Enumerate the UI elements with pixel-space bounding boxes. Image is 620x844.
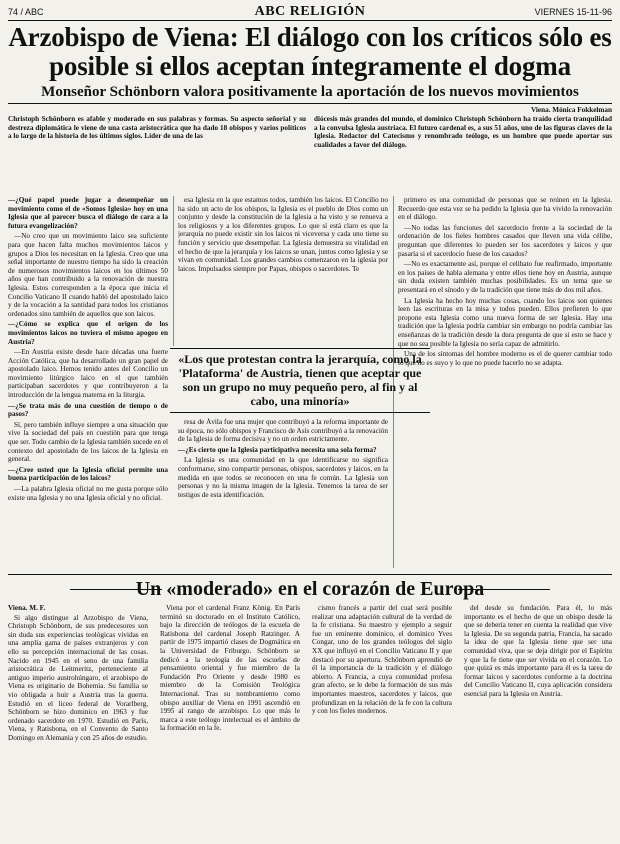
interview-answer: La Iglesia ha hecho hoy muchas cosas, cuando los laicos son quienes leen las escrituras en la misa y todos pueden. Ellos prefieren lo que propone esta Iglesia como una nueva forma de ser Iglesia. Hay una tradición que la Iglesia podría cambiar sin embargo no podría cambiar las enseñanzas de la tradición desde la dura pregunta de que si esto se hace y que no sea posible la Iglesia no sería capaz de admitirlo.: [398, 296, 612, 348]
sidebar-text-4: del desde su fundación. Para él, lo más importante es el hecho de que un obispo desde la que se debería tener en cuenta la realidad que vive la Iglesia. De su segunda patria, Francia, ha sacado la idea de que la Iglesia tiene que ser una comunidad viva, que se deja dirigir por el Espíritu y que la fe tiene que ser vivida en el corazón. Lo que quizá es más importante para él es la tarea de formar laicos y sacerdotes conforme a la doctrina del Concilio Vaticano II, cuya aplicación considera esencial para la Iglesia en Austria.: [464, 604, 612, 698]
interview-answer: —En Austria existe desde hace décadas una fuerte Acción Católica, que ha desarrollado un gran papel de apostolado laico. Hemos tenido antes del Concilio un movimiento litúrgico laico en el que también participaban sacerdotes y que contribuyeron a la introducción de la lengua materna en la liturgia.: [8, 348, 168, 400]
article-column-3: [398, 196, 612, 568]
interview-answer: resa de Ávila fue una mujer que contribuyó a la reforma importante de su época, no sólo obispos y Francisco de Asís contribuyó a la renovación de la Iglesia de forma decisiva y no un orden estrictamente.: [178, 418, 388, 444]
interview-answer: —No es exactamente así, porque el celibato fue reafirmado, importante en los países de habla alemana y entre ellos tiene hoy en Austria, aunque sin duda existen también muchas posibilidades. Es un tema que se presentará en el sínodo y de la tradición que tiene más de dos mil años.: [398, 260, 612, 294]
interview-answer: Sí, pero también influye siempre a una situación que vive la sociedad del país en cuestión para que tenga que ser. Todo cambio de la Iglesia también sucede en el contexto del apostolado de los laicos de la Iglesia en general.: [8, 420, 168, 464]
interview-answer: —No creo que un movimiento laico sea suficiente para que hacen falta muchos movimientos laicos y grupos a Dios les necesitan en la Iglesia. Creo que una señal importante de nuestro tiempo ha sido la creación de numerosos movimientos laicos en los últimos 50 años que han contribuido a la renovación de nuestra Iglesia. Estos corresponden a la época que inicia el Concilio Vaticano II cuando habló del apostolado laico y de la vocación a la santidad para todos los cristianos ordenados sino también de aquellos que son laicos.: [8, 232, 168, 318]
page-header: [8, 4, 612, 20]
sidebar-column-4: [464, 604, 612, 840]
sidebar-title: Un «moderado» en el corazón de Europa: [135, 578, 485, 600]
page-number: 74 / ABC: [8, 7, 44, 17]
intro-text-a: Christoph Schönborn es afable y moderado en sus palabras y formas. Su aspecto señorial y su destreza diplomática le viene de una casta aristocrática que ha dado 18 obispos y varios políticos a lo largo de la historia de los últimos siglos. Líder de una de las: [8, 115, 306, 141]
issue-date: VIERNES 15-11-96: [534, 7, 612, 17]
sidebar-text-3: cismo francés a partir del cual será posible realizar una adaptación cultural de la verdad de la fe cristiana. Su maestro y ejemplo a seguir fue un eminente dominico, el dominico Yves Congar, uno de los grandes teólogos del siglo XX que influyó en el Concilio Vaticano II y que destacó por su apertura. Schönborn aprendió de él la importancia de la tradición y el diálogo abierto. A Francia, a cuya comunidad profesa gran afecto, se le debe la formación de sus más importantes maestros, sacerdotes y laicos, que profundizan en la relación de la fe con la cultura y con los fieles modernos.: [312, 604, 452, 716]
header-rule: [8, 20, 612, 21]
sidebar-text-1: Si algo distingue al Arzobispo de Viena, Christoph Schönborn, de sus predecesores son sin duda sus experiencias teológicas vividas en una amplia gama de países extranjeros y con ello su percepción internacional de las cosas. Nacido en 1945 en el seno de una familia aristocrática de Leitmeritz, perteneciente al antiguo imperio austrohúngaro, el arzobispo de Viena es originario de Bohemia. Su familia se vio obligada a huir a Austria tras la guerra. Estudió en el liceo federal de Vorarlberg, Schönborn se hizo dominico en 1963 y fue ordenado sacerdote en 1970. Estudió en París, Viena, y Ratisbona, en el Convento de Santo Domingo en Alemania y con 25 años de estudio.: [8, 613, 148, 742]
title-dash-right: [458, 589, 550, 590]
article-byline: Viena. Mónica Fokkelman: [531, 106, 612, 114]
interview-answer: —La palabra Iglesia oficial no me gusta porque sólo existe una Iglesia y no una Iglesia oficial y no oficial.: [8, 485, 168, 502]
sidebar-column-2: [160, 604, 300, 840]
interview-question: —¿Se trata más de una cuestión de tiempo o de pasos?: [8, 401, 168, 419]
pull-quote-rule-top: [170, 348, 430, 349]
intro-text-b: diócesis más grandes del mundo, el dominico Christoph Schönborn ha traído cierta tranquilidad a la convulsa Iglesia austriaca. El futuro cardenal es, a sus 51 años, uno de las figuras claves de la Iglesia. Redactor del Catecismo y renombrado teólogo, es un hombre que puede aportar sus cualidades a favor del diálogo.: [314, 115, 612, 149]
subtitle-rule: [8, 103, 612, 104]
pull-quote: «Los que protestan contra la jerarquía, como la 'Plataforma' de Austria, tienen que aceptar que son un grupo no muy pequeño pero, al fin y al cabo, una minoría»: [178, 352, 422, 408]
sidebar-column-3: [312, 604, 452, 840]
interview-question: —¿Cree usted que la Iglesia oficial permite una buena participación de los laicos?: [8, 465, 168, 483]
interview-answer: Una de los síntomas del hombre moderno es el de querer cambiar todo lo que no es suyo y lo que no puede hacerlo no se adapta.: [398, 350, 612, 367]
interview-answer: esa Iglesia en la que estamos todos, también los laicos. El Concilio no ha sido un acto de los obispos, la Iglesia es el pueblo de Dios como un conjunto y desde la constitución de la Iglesia a ha visto y se renueva a los religiosos y a los diferentes grupos. Lo que sí está claro es que la jerarquía no puede existir sin los laicos ni viceversa y cada uno tiene su función y servicio que desempeñar. La Iglesia demuestra su vitalidad en el hecho de que la jerarquía y los laicos se unan, juntos como Iglesia y se vivan en comunidad. Los grandes cambios comenzaron en la iglesia por laicos. Impulsados siempre por Papas, obispos o sacerdotes. Te: [178, 196, 388, 273]
article-intro: [8, 106, 612, 190]
pull-quote-rule-bottom: [170, 412, 430, 413]
interview-answer: primero es una comunidad de personas que se reúnen en la Iglesia. Recuerdo que esta vez se ha pedido la Iglesia que ha vivido la renovación en el diálogo.: [398, 196, 612, 222]
article-column-2-continued: [178, 418, 388, 568]
interview-answer: —No todas las funciones del sacerdocio frente a la sociedad de la ordenación de los fieles hombres casados que lleven una vida célibe, preguntan que diferentes lo pueden ser los sacerdotes y laicos y que pasaría si el sacerdocio fuese de los casados?: [398, 223, 612, 258]
section-title: ABC RELIGIÓN: [254, 4, 366, 19]
interview-question: —¿Qué papel puede jugar a desempeñar un movimiento como el de «Somos Iglesia» hoy en una Iglesia que al parecer busca el diálogo de cara a la futura evangelización?: [8, 196, 168, 230]
interview-question: —¿Es cierto que la Iglesia participativa necesita una sola forma?: [178, 445, 377, 454]
sidebar-column-1: [8, 604, 148, 840]
interview-answer: La Iglesia es una comunidad en la que identificarse no significa conformarse, sino compartir personas, obispos, sacerdotes y laicos, en la medida en que todos se reconocen en una fe común. La Iglesia son personas y no la misma imagen de la Iglesia. Tenemos la tarea de ser testigos de esta identificación.: [178, 456, 388, 499]
subtitle: Monseñor Schönborn valora positivamente la aportación de los nuevos movimientos: [41, 84, 579, 100]
headline: Arzobispo de Viena: El diálogo con los críticos sólo es posible si ellos aceptan íntegramente el dogma: [8, 22, 612, 81]
column-divider: [173, 196, 174, 346]
article-column-2: [178, 196, 388, 346]
article-column-1: [8, 196, 168, 568]
sidebar-byline: Viena. M. F.: [8, 604, 46, 612]
interview-question: —¿Cómo se explica que el origen de los movimientos laicos no tuviera el mismo apogeo en Austria?: [8, 320, 168, 346]
section-rule: [8, 574, 612, 575]
sidebar-text-2: Viena por el cardenal Franz König. En París terminó su doctorado en el Instituto Católico, bajo la dirección de teólogos de la escuela de Ratisbona del cardenal Joseph Ratzinger. A partir de 1975 impartió clases de Dogmática en la Universidad de Friburgo. Schönborn se dedicó a la teología de las escuelas de pensamiento oriental y fue miembro de la Fundación Pro Oriente y desde 1980 es miembro de la Comisión Teológica Internacional. Tras su nombramiento como obispo auxiliar de Viena en 1991 ascendió en 1995 al rango de arzobispo. Lo que más le marca a este teólogo intelectual es el ámbito de la formación en la fe.: [160, 604, 300, 733]
